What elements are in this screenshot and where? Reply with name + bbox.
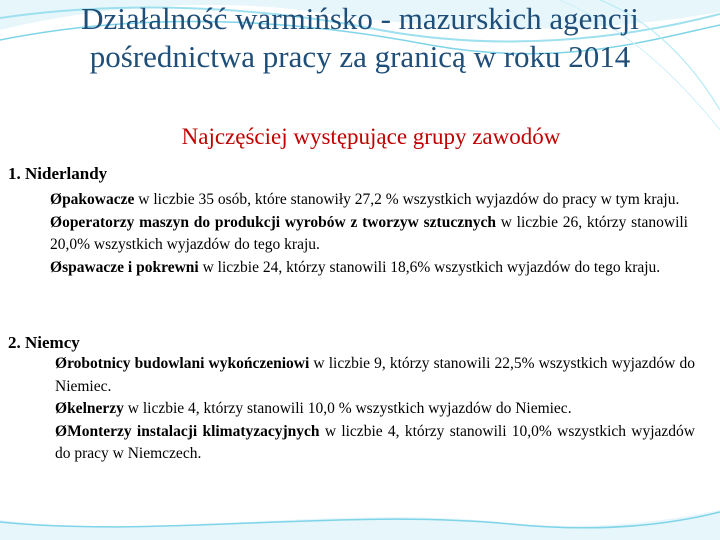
item-text: w liczbie 26, którzy stanowili 20,0% wszystkich wyjazdów do tego kraju.: [50, 213, 688, 253]
item-text: w liczbie 9, którzy stanowili 22,5% wszystkich wyjazdów do Niemiec.: [55, 355, 695, 395]
arrow-bullet-icon: Ø: [50, 258, 63, 276]
item-text: w liczbie 4, którzy stanowili 10,0% wszystkich wyjazdów do pracy w Niemczech.: [55, 422, 695, 462]
page-subtitle: Najczęściej występujące grupy zawodów: [181, 124, 561, 149]
occupation-name: Monterzy instalacji klimatyzacyjnych: [67, 422, 320, 440]
list-item: [55, 398, 695, 421]
item-text: w liczbie 4, którzy stanowili 10,0 % wszystkich wyjazdów do Niemiec.: [123, 400, 572, 417]
occupation-name: operatorzy maszyn do produkcji wyrobów z tworzyw sztucznych: [62, 213, 496, 231]
arrow-bullet-icon: Ø: [55, 422, 68, 440]
bullet-list-netherlands: [50, 189, 688, 279]
occupation-name: pakowacze: [62, 191, 135, 208]
item-text: w liczbie 24, którzy stanowili 18,6% wszystkich wyjazdów do tego kraju.: [198, 258, 661, 276]
occupation-name: spawacze i pokrewni: [62, 258, 199, 276]
arrow-bullet-icon: Ø: [50, 213, 63, 231]
list-item: [50, 189, 688, 212]
section-heading-germany: 2. Niemcy: [8, 333, 80, 352]
bullet-list-germany: [55, 353, 695, 466]
list-item: [55, 421, 695, 466]
list-item: [50, 212, 688, 257]
arrow-bullet-icon: Ø: [55, 400, 68, 417]
section-heading-netherlands: 1. Niderlandy: [8, 164, 108, 183]
wave-decoration-bottom: [0, 500, 720, 540]
list-item: [50, 257, 688, 280]
arrow-bullet-icon: Ø: [50, 191, 63, 208]
occupation-name: kelnerzy: [67, 400, 124, 417]
page-title: Działalność warmińsko - mazurskich agencji pośrednictwa pracy za granicą w roku 2014: [81, 1, 639, 74]
occupation-name: robotnicy budowlani wykończeniowi: [67, 355, 310, 372]
item-text: w liczbie 35 osób, które stanowiły 27,2 % wszystkich wyjazdów do pracy w tym kraju.: [134, 191, 680, 208]
list-item: [55, 353, 695, 398]
arrow-bullet-icon: Ø: [55, 355, 68, 372]
